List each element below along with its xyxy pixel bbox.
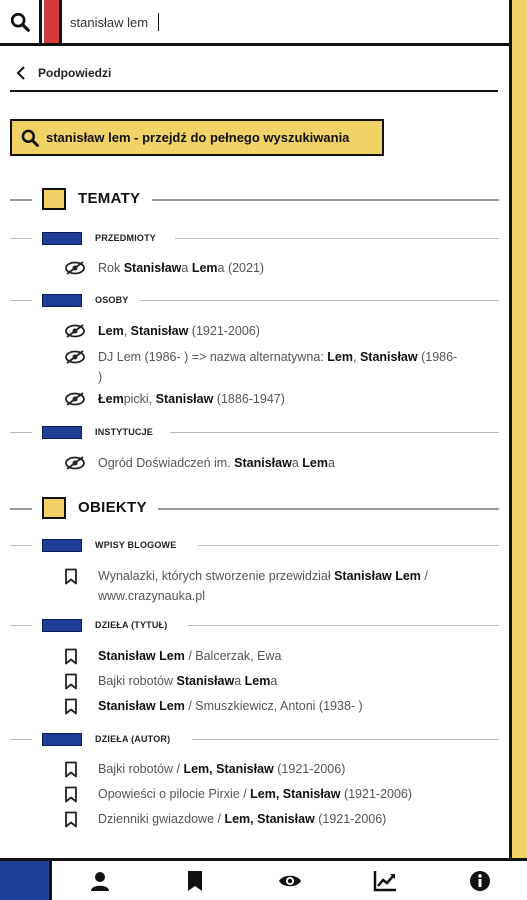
item-text: Łempicki, Stanisław (1886-1947) bbox=[98, 392, 285, 406]
chart-icon bbox=[373, 870, 397, 892]
section-marker bbox=[42, 497, 66, 519]
bookmark-icon bbox=[186, 870, 204, 892]
eye-slash-icon bbox=[64, 321, 88, 341]
list-item[interactable] bbox=[64, 453, 500, 473]
item-text: Bajki robotów / Lem, Stanisław (1921-2006) bbox=[98, 762, 346, 776]
search-button[interactable] bbox=[0, 0, 42, 43]
full-search-button[interactable] bbox=[10, 119, 384, 156]
divider bbox=[10, 739, 32, 740]
list-item[interactable] bbox=[64, 696, 500, 716]
section-title: OBIEKTY bbox=[78, 499, 147, 516]
item-text: Dzienniki gwiazdowe / Lem, Stanisław (1921-2006) bbox=[98, 812, 387, 826]
divider bbox=[198, 545, 499, 546]
eye-slash-icon bbox=[64, 453, 88, 473]
eye-slash-icon bbox=[64, 389, 88, 409]
divider bbox=[170, 432, 499, 433]
subsection-title: PRZEDMIOTY bbox=[95, 233, 157, 243]
right-accent-strip bbox=[509, 0, 527, 860]
nav-user-button[interactable] bbox=[88, 869, 112, 893]
subsection-osoby bbox=[0, 292, 509, 310]
subsection-title: OSOBY bbox=[95, 295, 129, 305]
item-text: Stanisław Lem / Balcerzak, Ewa bbox=[98, 649, 282, 663]
list-item[interactable] bbox=[64, 347, 500, 387]
divider bbox=[10, 432, 32, 433]
list-item[interactable] bbox=[64, 258, 500, 278]
item-text: Rok Stanisława Lema (2021) bbox=[98, 261, 265, 275]
divider bbox=[10, 300, 32, 301]
divider bbox=[140, 300, 499, 301]
section-tematy bbox=[0, 186, 509, 214]
nav-chart-button[interactable] bbox=[373, 869, 397, 893]
bookmark-icon bbox=[64, 646, 88, 666]
divider bbox=[10, 238, 32, 239]
back-label[interactable]: Podpowiedzi bbox=[38, 66, 112, 80]
list-item[interactable] bbox=[64, 671, 500, 691]
subsection-instytucje bbox=[0, 424, 509, 442]
subsection-marker bbox=[42, 733, 82, 746]
subsection-title: WPISY BLOGOWE bbox=[95, 540, 177, 550]
list-item[interactable] bbox=[64, 759, 500, 779]
divider bbox=[10, 199, 32, 201]
chevron-left-icon[interactable] bbox=[10, 62, 32, 84]
eye-slash-icon bbox=[64, 258, 88, 278]
bottom-accent-block bbox=[0, 861, 52, 900]
section-title: TEMATY bbox=[78, 190, 141, 207]
item-text: Ogród Doświadczeń im. Stanisława Lema bbox=[98, 456, 335, 470]
full-search-label: stanisław lem - przejdź do pełnego wyszukiwania bbox=[46, 130, 350, 145]
search-icon bbox=[20, 128, 40, 148]
list-item[interactable] bbox=[64, 809, 500, 829]
bookmark-icon bbox=[64, 566, 88, 586]
nav-bookmark-button[interactable] bbox=[183, 869, 207, 893]
bookmark-icon bbox=[64, 671, 88, 691]
search-icon bbox=[9, 11, 31, 33]
text-caret bbox=[158, 13, 159, 31]
back-row[interactable] bbox=[10, 56, 498, 92]
subsection-marker bbox=[42, 294, 82, 307]
item-text: Lem, Stanisław (1921-2006) bbox=[98, 324, 260, 338]
bookmark-icon bbox=[64, 696, 88, 716]
list-item[interactable] bbox=[64, 389, 500, 409]
nav-info-button[interactable] bbox=[468, 869, 492, 893]
list-item[interactable] bbox=[64, 321, 500, 341]
eye-icon bbox=[278, 873, 302, 889]
subsection-marker bbox=[42, 619, 82, 632]
divider bbox=[158, 508, 499, 510]
subsection-dziela-tytul bbox=[0, 617, 509, 635]
divider bbox=[192, 739, 499, 740]
divider bbox=[188, 625, 499, 626]
list-item[interactable] bbox=[64, 784, 500, 804]
bookmark-icon bbox=[64, 784, 88, 804]
red-accent-bar bbox=[44, 0, 62, 43]
subsection-wpisy-blogowe bbox=[0, 537, 509, 555]
divider bbox=[152, 199, 499, 201]
subsection-dziela-autor bbox=[0, 731, 509, 749]
search-input[interactable] bbox=[70, 8, 490, 36]
bookmark-icon bbox=[64, 759, 88, 779]
divider bbox=[10, 625, 32, 626]
bookmark-icon bbox=[64, 809, 88, 829]
section-obiekty bbox=[0, 495, 509, 523]
list-item[interactable] bbox=[64, 646, 500, 666]
subsection-title: DZIEŁA (TYTUŁ) bbox=[95, 620, 168, 630]
divider bbox=[10, 545, 32, 546]
nav-eye-button[interactable] bbox=[278, 869, 302, 893]
subsection-marker bbox=[42, 426, 82, 439]
search-bar bbox=[0, 0, 509, 46]
divider bbox=[10, 508, 32, 510]
subsection-marker bbox=[42, 232, 82, 245]
user-icon bbox=[89, 870, 111, 892]
item-text: Opowieści o pilocie Pirxie / Lem, Stanisław (1921-2006) bbox=[98, 787, 413, 801]
subsection-przedmioty bbox=[0, 230, 509, 248]
section-marker bbox=[42, 188, 66, 210]
divider bbox=[175, 238, 499, 239]
item-text: Wynalazki, których stworzenie przewidział Stanisław Lem / www.crazynauka.pl bbox=[98, 569, 428, 603]
subsection-title: INSTYTUCJE bbox=[95, 427, 154, 437]
bottom-navigation bbox=[0, 858, 527, 900]
eye-slash-icon bbox=[64, 347, 88, 367]
info-icon bbox=[469, 870, 491, 892]
item-text: Stanisław Lem / Smuszkiewicz, Antoni (1938- ) bbox=[98, 699, 363, 713]
item-text: DJ Lem (1986- ) => nazwa alternatywna: Lem, Stanisław (1986- ) bbox=[98, 350, 458, 384]
item-text: Bajki robotów Stanisława Lema bbox=[98, 674, 278, 688]
list-item[interactable] bbox=[64, 566, 500, 606]
subsection-marker bbox=[42, 539, 82, 552]
subsection-title: DZIEŁA (AUTOR) bbox=[95, 734, 171, 744]
